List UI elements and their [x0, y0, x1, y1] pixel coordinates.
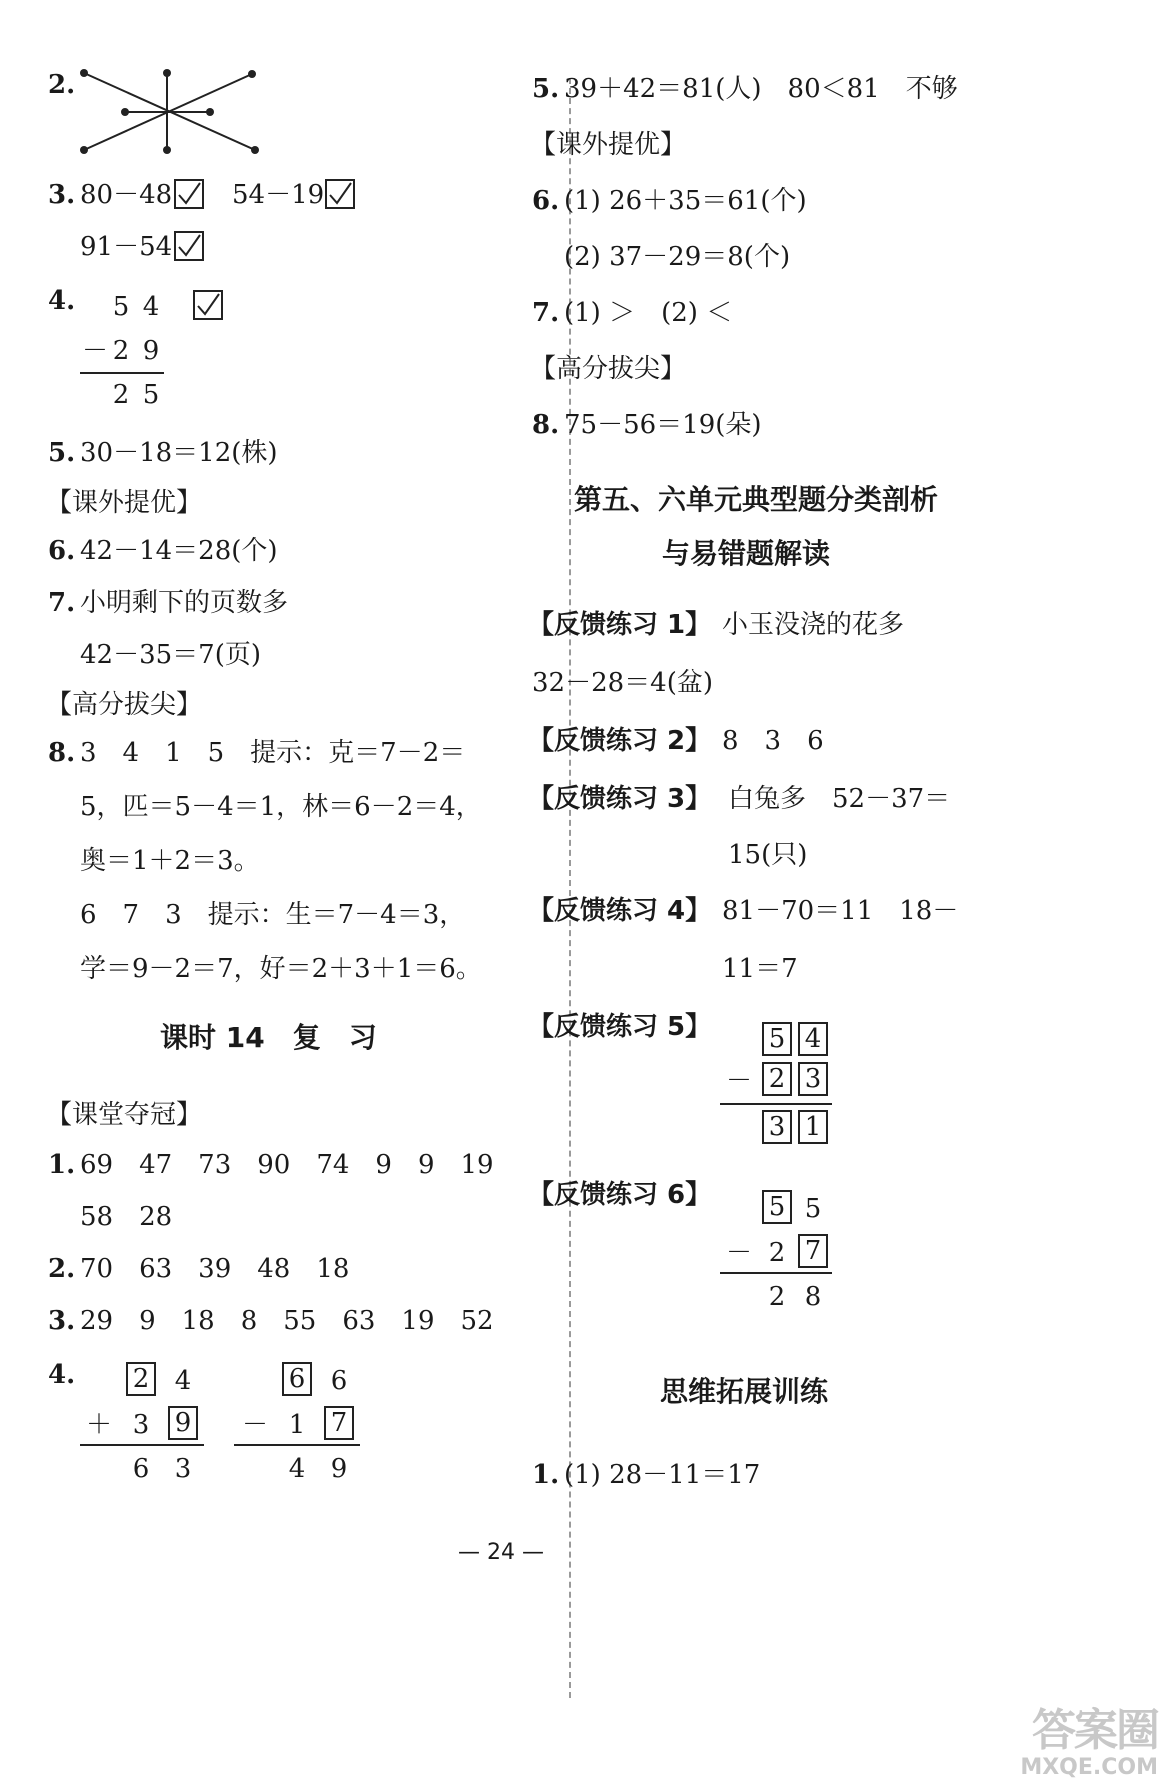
digit: 5	[112, 292, 130, 322]
r1-answer-a: 69 47 73 90 74 9 9 19	[80, 1150, 494, 1180]
q4-number: 4.	[48, 286, 76, 316]
q8-number: 8.	[48, 738, 76, 768]
digit: 6	[330, 1366, 348, 1396]
rq6-answer-2: (2) 37－29＝8(个)	[564, 242, 791, 272]
boxed-digit: 7	[324, 1406, 354, 1440]
digit: 1	[288, 1410, 306, 1440]
check-icon	[325, 179, 355, 209]
digit: 3	[132, 1410, 150, 1440]
digit: 9	[330, 1454, 348, 1484]
underline	[80, 1444, 204, 1446]
q7-number: 7.	[48, 588, 76, 618]
underline	[234, 1444, 360, 1446]
feedback-1-label: 【反馈练习 1】	[528, 610, 712, 640]
boxed-digit: 2	[762, 1062, 792, 1096]
section-gaofen-bajian-right: 【高分拔尖】	[530, 354, 687, 384]
digit: 4	[142, 292, 160, 322]
feedback-2-label: 【反馈练习 2】	[528, 726, 712, 756]
q8-line-5: 学＝9－2＝7，好＝2＋3＋1＝6。	[80, 954, 482, 984]
rq8-number: 8.	[532, 410, 560, 440]
operator: －	[81, 336, 108, 366]
lesson-title: 课时 14 复 习	[160, 1021, 377, 1054]
boxed-digit: 5	[762, 1190, 792, 1224]
check-icon	[174, 179, 204, 209]
match-dot	[163, 69, 171, 77]
watermark-url: MXQE.COM	[1020, 1755, 1158, 1780]
boxed-digit: 4	[798, 1022, 828, 1056]
q5-number: 5.	[48, 438, 76, 468]
digit: 2	[112, 336, 130, 366]
underline	[720, 1103, 832, 1105]
t1-answer: (1) 28－11＝17	[564, 1460, 761, 1490]
digit: 2	[768, 1238, 786, 1268]
digit: 5	[804, 1194, 822, 1224]
watermark-logo	[1008, 1706, 1158, 1786]
q6-answer: 42－14＝28(个)	[80, 536, 278, 566]
match-dot	[121, 108, 129, 116]
match-dot	[248, 70, 256, 78]
q7-answer-a: 小明剩下的页数多	[80, 588, 289, 618]
q3-expr-3: 91－54	[80, 232, 173, 262]
digit: 5	[142, 380, 160, 410]
q8-line-2: 5，匹＝5－4＝1，林＝6－2＝4，	[80, 792, 482, 822]
underline	[720, 1272, 832, 1274]
unit-title-line-2: 与易错题解读	[662, 537, 831, 570]
match-dot	[80, 146, 88, 154]
feedback-3-label: 【反馈练习 3】	[528, 784, 712, 814]
match-dot	[163, 146, 171, 154]
feedback-4-answer-a: 81－70＝11 18－	[722, 896, 959, 926]
boxed-digit: 1	[798, 1110, 828, 1144]
q7-answer-b: 42－35＝7(页)	[80, 640, 261, 670]
r2-answer: 70 63 39 48 18	[80, 1254, 350, 1284]
section-ketang-duoguan: 【课堂夺冠】	[46, 1100, 203, 1130]
digit: 8	[804, 1282, 822, 1312]
r1-number: 1.	[48, 1150, 76, 1180]
q8-line-1: 3 4 1 5 提示：克＝7－2＝	[80, 738, 466, 768]
rq6-number: 6.	[532, 186, 560, 216]
digit: 4	[174, 1366, 192, 1396]
feedback-3-answer-b: 15(只)	[728, 840, 808, 870]
page-number: — 24 —	[458, 1540, 544, 1565]
rq8-answer: 75－56＝19(朵)	[564, 410, 762, 440]
r4-number: 4.	[48, 1360, 76, 1390]
feedback-4-label: 【反馈练习 4】	[528, 896, 712, 926]
feedback-2-answer: 8 3 6	[722, 726, 824, 756]
r2-number: 2.	[48, 1254, 76, 1284]
boxed-digit: 9	[168, 1406, 198, 1440]
rq5-number: 5.	[532, 74, 560, 104]
r1-answer-b: 58 28	[80, 1202, 173, 1232]
q8-line-3: 奥＝1＋2＝3。	[80, 846, 260, 876]
digit: 6	[132, 1454, 150, 1484]
boxed-digit: 6	[282, 1362, 312, 1396]
operator: ＋	[85, 1410, 112, 1440]
operator: －	[241, 1410, 268, 1440]
feedback-4-answer-b: 11＝7	[722, 954, 798, 984]
feedback-3-answer-a: 白兔多 52－37＝	[728, 784, 951, 814]
operator: －	[725, 1238, 752, 1268]
matching-lines-diagram	[70, 62, 270, 162]
feedback-5-label: 【反馈练习 5】	[528, 1012, 712, 1042]
q3-expr-2: 54－19	[232, 180, 325, 210]
unit-title-line-1: 第五、六单元典型题分类剖析	[574, 483, 939, 516]
watermark-text: 答案圈	[1032, 1705, 1158, 1756]
operator: －	[725, 1066, 752, 1096]
r3-answer: 29 9 18 8 55 63 19 52	[80, 1306, 494, 1336]
section-kewai-tiyou-right: 【课外提优】	[530, 130, 687, 160]
t1-number: 1.	[532, 1460, 560, 1490]
boxed-digit: 3	[762, 1110, 792, 1144]
match-dot	[80, 69, 88, 77]
feedback-1-answer-a: 小玉没浇的花多	[722, 610, 905, 640]
rq7-answer: (1) ＞ (2) ＜	[564, 298, 733, 328]
boxed-digit: 7	[798, 1234, 828, 1268]
digit: 2	[112, 380, 130, 410]
match-dot	[206, 108, 214, 116]
rq5-answer: 39＋42＝81(人) 80＜81 不够	[564, 74, 958, 104]
thinking-training-title: 思维拓展训练	[660, 1375, 829, 1408]
digit: 4	[288, 1454, 306, 1484]
section-kewai-tiyou: 【课外提优】	[46, 488, 203, 518]
digit: 9	[142, 336, 160, 366]
q3-number: 3.	[48, 180, 76, 210]
q5-answer: 30－18＝12(株)	[80, 438, 278, 468]
boxed-digit: 5	[762, 1022, 792, 1056]
digit: 2	[768, 1282, 786, 1312]
check-icon	[193, 290, 223, 320]
underline	[80, 372, 164, 374]
rq7-number: 7.	[532, 298, 560, 328]
feedback-6-label: 【反馈练习 6】	[528, 1180, 712, 1210]
boxed-digit: 3	[798, 1062, 828, 1096]
digit: 3	[174, 1454, 192, 1484]
q8-line-4: 6 7 3 提示：生＝7－4＝3，	[80, 900, 466, 930]
feedback-1-answer-b: 32－28＝4(盆)	[532, 668, 713, 698]
match-dot	[251, 146, 259, 154]
r3-number: 3.	[48, 1306, 76, 1336]
section-gaofen-bajian: 【高分拔尖】	[46, 690, 203, 720]
q2-number: 2.	[48, 70, 76, 100]
check-icon	[174, 231, 204, 261]
rq6-answer-1: (1) 26＋35＝61(个)	[564, 186, 807, 216]
q6-number: 6.	[48, 536, 76, 566]
boxed-digit: 2	[126, 1362, 156, 1396]
q3-expr-1: 80－48	[80, 180, 173, 210]
